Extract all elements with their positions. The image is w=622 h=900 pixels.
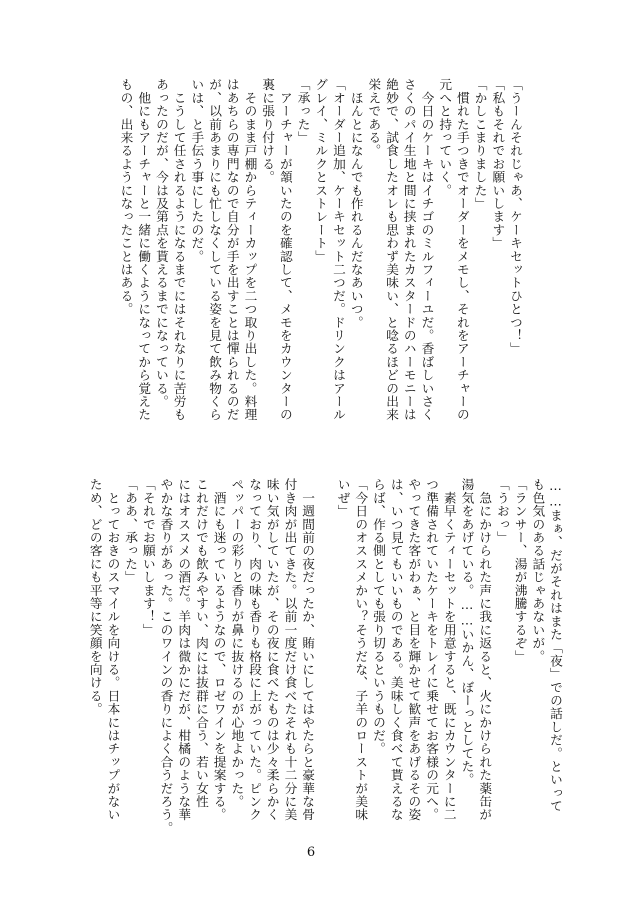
top-text-block	[117, 78, 524, 478]
text-line: はあちらの専門なので自分が手を出すことは憚られるのだ	[224, 78, 240, 422]
text-line: 元へと持っていく。	[437, 78, 453, 197]
text-line: 裏に張り付ける。	[260, 78, 276, 184]
blank-line	[316, 478, 334, 830]
text-line: 他にもアーチャーと一緒に働くようになってから覚えた	[136, 78, 152, 422]
text-line: もの、出来るようになったことはある。	[118, 78, 134, 316]
text-line: が、以前あまりにも忙しなくしている姿を見て飲み物くら	[207, 78, 223, 422]
text-line: グレイ、ミルクとストレート」	[313, 78, 329, 263]
text-line: これだけでも飲みやすい、肉には抜群に合う、若い女性	[193, 478, 209, 808]
text-line: やってきた客がわぁ、と目を輝かせて歓声をあげるその姿	[406, 478, 422, 822]
text-line: 「ああ、承った」	[123, 478, 139, 584]
text-line: 「うーんそれじゃあ、ケーキセットひとつ！」	[508, 78, 523, 356]
text-line: 「承った」	[295, 78, 311, 144]
text-line: こうして任されるようになるまでにはそれなりに苦労も	[171, 78, 187, 422]
text-line: らば、作る側としても張り切るというものだ。	[370, 478, 386, 756]
text-line: やかな香りがあった。このワインの香りによく合うだろう。	[158, 478, 174, 835]
text-line: 栄えである。	[366, 78, 382, 158]
text-line: 素早くティーセットを用意すると、既にカウンターに二	[441, 478, 457, 822]
text-line: アーチャーが頷いたのを確認して、メモをカウンターの	[277, 78, 293, 422]
text-line: つ準備されていたケーキをトレイに乗せてお客様の元へ。	[424, 478, 440, 822]
bottom-text-block	[86, 478, 564, 835]
text-line: ……まぁ、だがそれはまた「夜」での話しだ。といって	[548, 478, 563, 813]
text-line: ため、どの客にも平等に笑顔を向ける。	[87, 478, 103, 716]
text-line: なっており、肉の味も香りも格段に上がっていた。ピンク	[247, 478, 263, 822]
text-line: 湯気をあげている。……いかん、ぼーっとしてた。	[459, 478, 475, 787]
page-number: 6	[306, 845, 316, 860]
text-line: いぜ」	[335, 478, 351, 518]
text-line: 「かしこまりました」	[472, 78, 488, 210]
text-line: とっておきのスマイルを向ける。日本にはチップがない	[105, 478, 121, 822]
text-line: あったのだが、今は及第点を貰えるまでになっている。	[153, 78, 169, 408]
text-line: 慣れた手つきでオーダーをメモし、それをアーチャーの	[454, 78, 470, 422]
text-line: 急にかけられた声に我に返ると、火にかけられた薬缶が	[477, 478, 493, 822]
text-line: 「うおっ」	[494, 478, 510, 544]
text-line: 一週間前の夜だったか、賄いにしてはやたらと豪華な骨	[300, 478, 316, 822]
text-line: ほんとになんでも作れるんだなあいつ。	[348, 78, 364, 329]
text-line: そのまま戸棚からティーカップを二つ取り出した。料理	[242, 78, 258, 422]
text-line: 今日のケーキはイチゴのミルフィーユだ。香ばしいさく	[419, 78, 435, 422]
text-line: さくのパイ生地と間に挟まれたカスタードのハーモニーは	[401, 78, 417, 422]
text-line: 酒にも迷っているようなので、ロゼワインを提案する。	[211, 478, 227, 822]
text-line: 付き肉が出てきた。以前一度だけ食べたそれも十二分に美	[282, 478, 298, 822]
text-line: 絶妙で、試食したオレも思わず美味い、と唸るほどの出来	[384, 78, 400, 422]
text-line: にはオススメの酒だ。羊肉は微かにだが、柑橘のような華	[176, 478, 192, 822]
text-line: いは、と手伝う事にしたのだ。	[189, 78, 205, 263]
text-line: 「オーダー追加、ケーキセット二つだ。ドリンクはアール	[330, 78, 346, 422]
text-line: は、いつ見てもいいものである。美味しく食べて貰えるな	[388, 478, 404, 822]
text-line: 「私もそれでお願いします」	[490, 78, 506, 250]
text-line: 味い気がしていたが、その夜に食べたものは少々柔らかく	[264, 478, 280, 822]
text-line: 「ランサー、湯が沸騰するぞ」	[512, 478, 528, 663]
text-line: ペッパーの彩りと香りが鼻に抜けるのが心地よかった。	[229, 478, 245, 808]
text-line: 「今日のオススメかい？そうだな、子羊のローストが美味	[353, 478, 369, 822]
text-line: も色気のある話じゃあないが。	[530, 478, 546, 663]
text-line: 「それでお願いします！」	[140, 478, 156, 637]
